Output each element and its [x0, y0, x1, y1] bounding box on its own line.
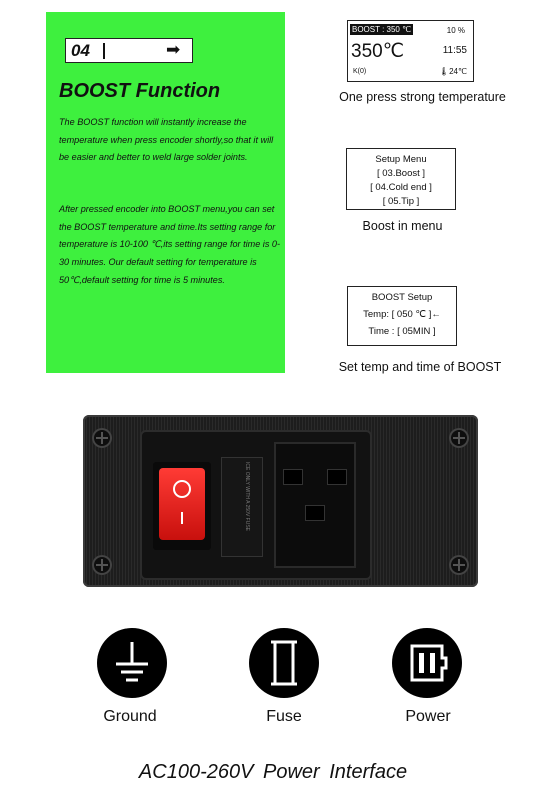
- fuse-label: Fuse: [266, 708, 302, 725]
- setup-line: Temp: [ 050 ℃ ]←: [363, 309, 441, 320]
- setup-line: BOOST Setup: [371, 292, 433, 303]
- boost-feature-panel: [46, 12, 285, 373]
- power-label: Power: [405, 708, 451, 725]
- fuse-label: ICE ONLY WITH A 250V FUSE: [244, 462, 250, 532]
- ambient-temperature: [439, 67, 467, 76]
- footer-title: AC100-260V Power Interface: [138, 761, 408, 783]
- lcd-boost-screen: [347, 20, 474, 82]
- socket-pin: [284, 470, 302, 484]
- section-badge: [65, 38, 193, 63]
- rocker-switch[interactable]: [159, 468, 205, 540]
- k-value: K(0): [353, 68, 367, 75]
- section-number: 04: [71, 41, 90, 60]
- screw-icon: [92, 428, 112, 448]
- clock-time: 11:55: [442, 45, 467, 56]
- fuse-icon: [249, 628, 319, 698]
- screw-icon: [92, 555, 112, 575]
- power-module-plate: [83, 415, 478, 587]
- panel-paragraph-1: The BOOST function will instantly increase the temperature when press encoder shortly,so that it will be easier and better to weld large solder joints.: [59, 117, 274, 163]
- thermometer-icon: 🌡: [438, 67, 450, 76]
- socket-pin: [306, 506, 324, 520]
- menu-line: Setup Menu: [375, 154, 427, 165]
- ground-label: Ground: [103, 708, 157, 725]
- off-symbol-icon: [173, 480, 191, 498]
- lcd-boost-setup: [347, 286, 457, 346]
- caption-boost-in-menu: Boost in menu: [362, 219, 443, 233]
- menu-line: [ 05.Tip ]: [382, 196, 420, 207]
- arrow-right-icon: ➡: [166, 40, 181, 59]
- lcd-setup-menu: [346, 148, 456, 210]
- power-percent: 10 %: [446, 26, 465, 35]
- setup-line: Time : [ 05MIN ]: [368, 326, 436, 337]
- power-switch[interactable]: [153, 462, 211, 550]
- ac-power-socket: [276, 444, 354, 566]
- ground-icon: [97, 628, 167, 698]
- panel-title: BOOST Function: [59, 80, 221, 102]
- screw-icon: [449, 428, 469, 448]
- fuse-holder: [222, 458, 262, 556]
- power-socket-icon: [392, 628, 462, 698]
- socket-pin: [328, 470, 346, 484]
- menu-line: [ 04.Cold end ]: [370, 182, 432, 193]
- badge-divider: [103, 43, 105, 59]
- ambient-value: 24℃: [449, 67, 467, 76]
- caption-set-temp-time: Set temp and time of BOOST: [338, 360, 502, 374]
- panel-paragraph-2: After pressed encoder into BOOST menu,you can set the BOOST temperature and time.Its setting range for temperature is 10-100 ℃,its setting range for time is 0-30 minutes. Our default setting for temperature is 50℃,default setting for time is 5 minutes.: [59, 204, 280, 285]
- on-symbol-icon: [181, 512, 183, 524]
- boost-header: BOOST : 350 ℃: [352, 25, 412, 34]
- current-temperature: 350℃: [351, 41, 405, 62]
- screw-icon: [449, 555, 469, 575]
- power-entry-module: [142, 432, 370, 578]
- caption-strong-temperature: One press strong temperature: [339, 90, 506, 104]
- menu-line: [ 03.Boost ]: [376, 168, 426, 179]
